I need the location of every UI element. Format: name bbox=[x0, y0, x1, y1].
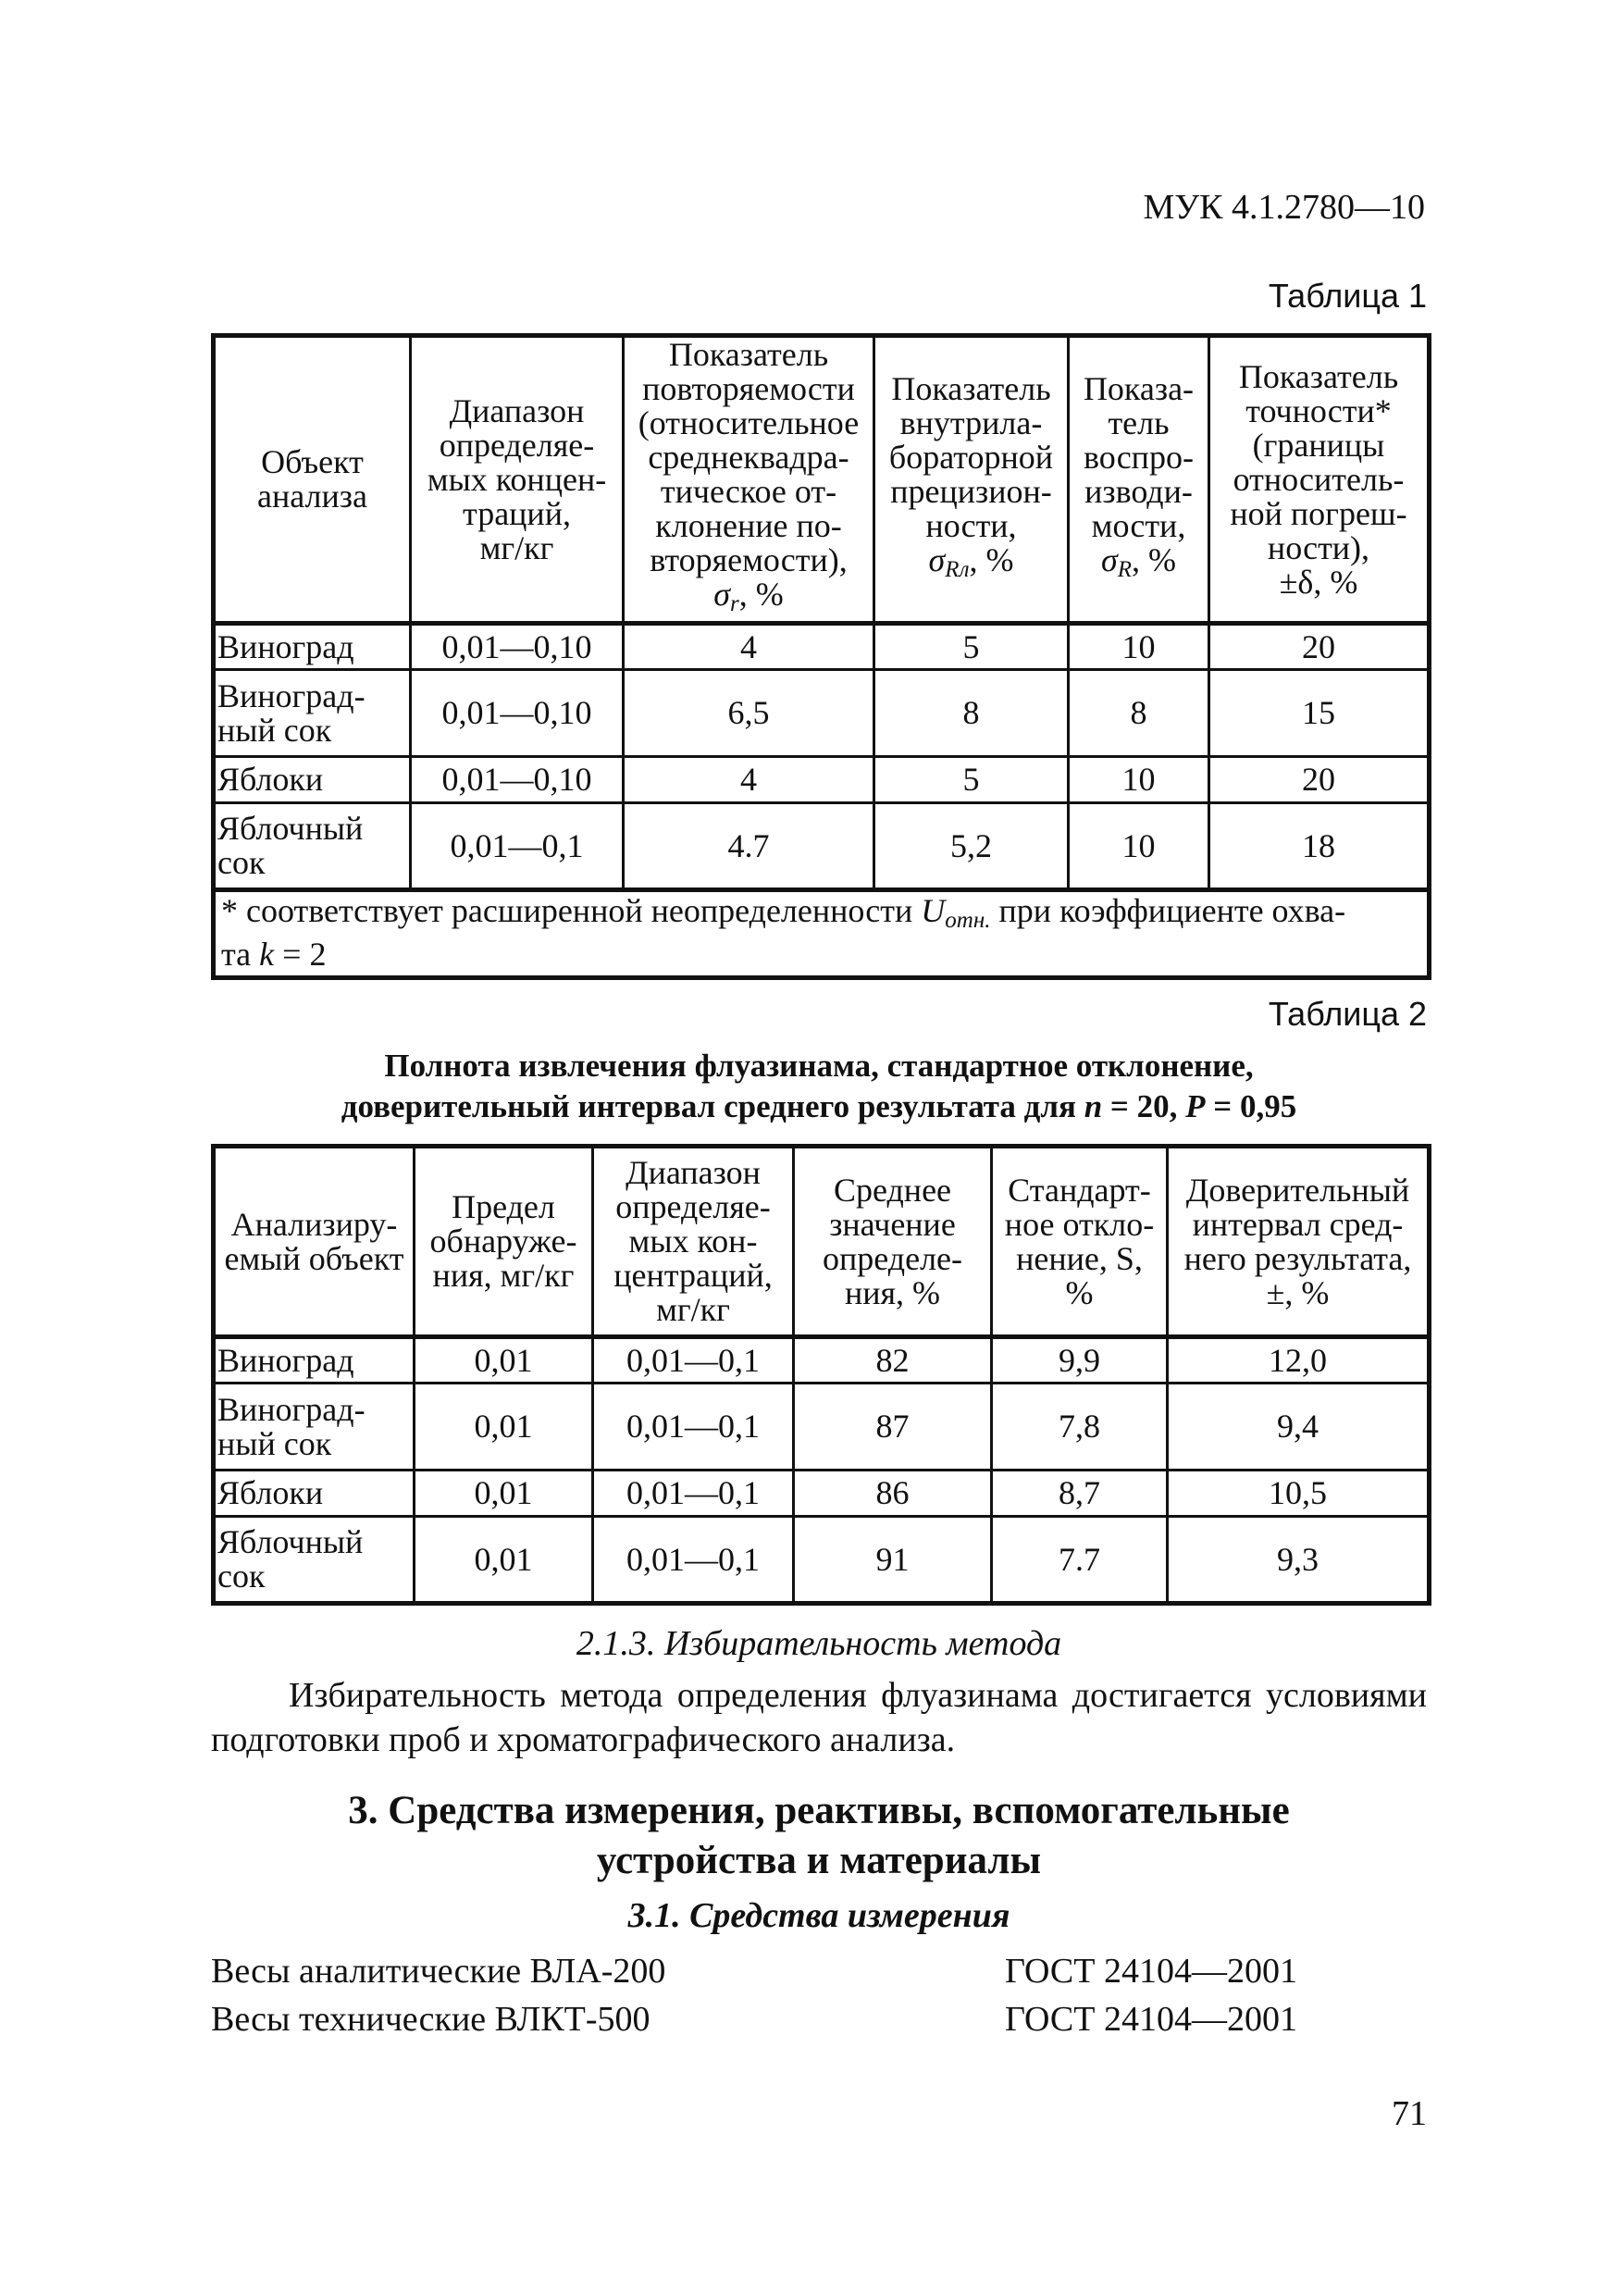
cell-line: Диапазон bbox=[626, 1154, 761, 1191]
cell-line: ности), bbox=[1267, 528, 1370, 566]
table2-row bbox=[214, 1471, 1430, 1517]
table2-value-cell: 0,01 bbox=[415, 1337, 593, 1384]
sigma-rl-symbol: $\sigma_{Rл}$, % bbox=[928, 541, 1014, 582]
table1-header-cell bbox=[624, 336, 874, 624]
cell-line: значение bbox=[829, 1205, 956, 1243]
cell-line: изводи- bbox=[1084, 473, 1193, 510]
cell-line: ной погреш- bbox=[1230, 494, 1407, 532]
sigma-r-symbol: $\sigma_r$, % bbox=[713, 576, 784, 616]
cell-line: Анализиру- bbox=[230, 1205, 398, 1243]
table1-value-cell: 10 bbox=[1069, 803, 1209, 890]
table2-header-cell bbox=[992, 1147, 1168, 1337]
table1-body bbox=[214, 624, 1430, 890]
cell-line: (границы bbox=[1252, 426, 1385, 464]
cell-line: внутрила- bbox=[899, 404, 1043, 441]
cell-line: Яблоки bbox=[217, 761, 324, 798]
table1-footnote: * соответствует расширенной неопределенности $U_{отн.}$ при коэффициенте охва- та k = 2 bbox=[214, 890, 1430, 978]
cell-line: ный сок bbox=[217, 1424, 332, 1462]
table1-footnote-row bbox=[214, 890, 1430, 978]
cell-line: Показатель bbox=[1238, 357, 1399, 395]
cell-line: ности, bbox=[925, 507, 1017, 544]
section-2-1-3-text: Избирательность метода определения флуазинама достигается условиями подготовки проб и хроматографического анализа. bbox=[211, 1676, 1427, 1759]
table1-value-cell: 15 bbox=[1209, 670, 1430, 757]
table2-value-cell: 7,8 bbox=[992, 1384, 1168, 1471]
cell-line: интервал сред- bbox=[1192, 1205, 1404, 1243]
table1-value-cell: 5 bbox=[874, 624, 1069, 670]
table1-row bbox=[214, 757, 1430, 803]
table1-value-cell: 5 bbox=[874, 757, 1069, 803]
table2-value-cell: 87 bbox=[794, 1384, 992, 1471]
cell-line: воспро- bbox=[1084, 439, 1194, 476]
table1-object-cell bbox=[214, 670, 411, 757]
cell-line: Предел bbox=[452, 1188, 555, 1225]
table2-header-cell bbox=[415, 1147, 593, 1337]
table2-object-cell bbox=[214, 1384, 415, 1471]
table1-row bbox=[214, 624, 1430, 670]
table2-value-cell: 0,01 bbox=[415, 1384, 593, 1471]
cell-line: траций, bbox=[463, 494, 571, 532]
table1-value-cell: 18 bbox=[1209, 803, 1430, 890]
table1-object-cell bbox=[214, 624, 411, 670]
cell-line: определяе- bbox=[615, 1188, 771, 1225]
table2-value-cell: 0,01—0,1 bbox=[593, 1517, 794, 1604]
cell-line: вторяемости), bbox=[650, 541, 848, 578]
cell-line: тель bbox=[1108, 404, 1170, 441]
equipment-standard: ГОСТ 24104—2001 bbox=[1005, 2000, 1297, 2039]
table1-value-cell: 0,01—0,10 bbox=[411, 757, 624, 803]
table1-value-cell: 4 bbox=[624, 757, 874, 803]
document-code: МУК 4.1.2780—10 bbox=[1143, 188, 1425, 227]
cell-line: относитель- bbox=[1233, 460, 1405, 498]
table2-value-cell: 91 bbox=[794, 1517, 992, 1604]
cell-line: мых кон- bbox=[628, 1222, 758, 1260]
section-3-title: 3. Средства измерения, реактивы, вспомогательные устройства и материалы bbox=[348, 1789, 1290, 1882]
table2-header-cell bbox=[593, 1147, 794, 1337]
cell-line: сок bbox=[217, 844, 266, 881]
table1-value-cell: 8 bbox=[1069, 670, 1209, 757]
cell-line: % bbox=[1065, 1273, 1094, 1311]
table1-value-cell: 10 bbox=[1069, 757, 1209, 803]
cell-line: мых концен- bbox=[427, 460, 607, 498]
page-number: 71 bbox=[1392, 2094, 1427, 2133]
equipment-name: Весы технические ВЛКТ-500 bbox=[211, 2000, 650, 2039]
cell-line: Яблоки bbox=[217, 1474, 324, 1511]
table2-value-cell: 9,9 bbox=[992, 1337, 1168, 1384]
table2-header-cell bbox=[214, 1147, 415, 1337]
equipment-name: Весы аналитические ВЛА-200 bbox=[211, 1952, 666, 1991]
cell-line: мг/кг bbox=[479, 528, 554, 566]
table2-value-cell: 0,01—0,1 bbox=[593, 1384, 794, 1471]
cell-line: среднеквадра- bbox=[648, 439, 849, 476]
cell-line: Стандарт- bbox=[1008, 1171, 1151, 1209]
section-3-1-title: 3.1. Средства измерения bbox=[627, 1896, 1010, 1935]
cell-line: ния, % bbox=[844, 1273, 941, 1311]
table1 bbox=[211, 333, 1431, 980]
cell-line: мости, bbox=[1091, 507, 1186, 544]
table1-object-cell bbox=[214, 757, 411, 803]
table1-value-cell: 20 bbox=[1209, 757, 1430, 803]
cell-line: Показатель bbox=[668, 336, 829, 373]
cell-line: нение, S, bbox=[1016, 1239, 1143, 1277]
table1-header-cell bbox=[1069, 336, 1209, 624]
table2-title: Полнота извлечения флуазинама, стандартное отклонение, доверительный интервал среднего результата для n = 20, P = 0,95 bbox=[341, 1048, 1297, 1124]
table1-value-cell: 5,2 bbox=[874, 803, 1069, 890]
cell-line: Объект bbox=[261, 443, 364, 480]
cell-line: ный сок bbox=[217, 711, 332, 749]
cell-line: ное откло- bbox=[1004, 1205, 1155, 1243]
table2-value-cell: 0,01—0,1 bbox=[593, 1337, 794, 1384]
table2-header-cell bbox=[794, 1147, 992, 1337]
table1-value-cell: 4.7 bbox=[624, 803, 874, 890]
cell-line: точности* bbox=[1245, 391, 1392, 429]
table2-object-cell bbox=[214, 1471, 415, 1517]
cell-line: повторяемости bbox=[642, 370, 855, 407]
table2-value-cell: 12,0 bbox=[1168, 1337, 1430, 1384]
cell-line: ±δ, % bbox=[1279, 563, 1358, 601]
cell-line: Виноград- bbox=[217, 1390, 365, 1428]
cell-line: Диапазон bbox=[449, 391, 585, 429]
cell-line: Показатель bbox=[891, 370, 1051, 407]
cell-line: бораторной bbox=[888, 439, 1054, 476]
table1-value-cell: 8 bbox=[874, 670, 1069, 757]
equipment-standard: ГОСТ 24104—2001 bbox=[1005, 1952, 1297, 1991]
cell-line: Виноград- bbox=[217, 676, 365, 714]
table1-value-cell: 0,01—0,1 bbox=[411, 803, 624, 890]
section-2-1-3-title: 2.1.3. Избирательность метода bbox=[576, 1624, 1062, 1663]
table1-value-cell: 0,01—0,10 bbox=[411, 670, 624, 757]
cell-line: тическое от- bbox=[660, 473, 837, 510]
table2 bbox=[211, 1144, 1431, 1606]
cell-line: клонение по- bbox=[655, 507, 842, 544]
table1-object-cell bbox=[214, 803, 411, 890]
table2-header-row bbox=[214, 1147, 1430, 1337]
table1-header-cell bbox=[214, 336, 411, 624]
table2-row bbox=[214, 1337, 1430, 1384]
cell-line: обнаруже- bbox=[429, 1222, 577, 1260]
cell-line: Яблочный bbox=[217, 810, 364, 847]
table2-value-cell: 9,4 bbox=[1168, 1384, 1430, 1471]
table2-value-cell: 8,7 bbox=[992, 1471, 1168, 1517]
cell-line: определяе- bbox=[439, 426, 595, 464]
table1-header-cell bbox=[411, 336, 624, 624]
table1-row bbox=[214, 670, 1430, 757]
table1-value-cell: 4 bbox=[624, 624, 874, 670]
table2-caption: Таблица 2 bbox=[1268, 995, 1427, 1033]
cell-line: Виноград bbox=[217, 1341, 354, 1379]
table2-object-cell bbox=[214, 1337, 415, 1384]
cell-line: него результата, bbox=[1183, 1239, 1412, 1277]
cell-line: Яблочный bbox=[217, 1523, 364, 1560]
table1-value-cell: 0,01—0,10 bbox=[411, 624, 624, 670]
table2-value-cell: 9,3 bbox=[1168, 1517, 1430, 1604]
cell-line: Доверительный bbox=[1185, 1171, 1410, 1209]
cell-line: центраций, bbox=[613, 1257, 773, 1294]
cell-line: емый объект bbox=[224, 1239, 404, 1277]
cell-line: Показа- bbox=[1083, 370, 1195, 407]
table2-value-cell: 86 bbox=[794, 1471, 992, 1517]
table2-value-cell: 0,01 bbox=[415, 1517, 593, 1604]
sigma-R-symbol: $\sigma_R$, % bbox=[1100, 541, 1177, 582]
cell-line: сок bbox=[217, 1558, 266, 1595]
table2-header-cell bbox=[1168, 1147, 1430, 1337]
cell-line: ния, мг/кг bbox=[432, 1257, 575, 1294]
table2-object-cell bbox=[214, 1517, 415, 1604]
cell-line: (относительное bbox=[638, 404, 860, 441]
table2-value-cell: 0,01—0,1 bbox=[593, 1471, 794, 1517]
table2-row bbox=[214, 1384, 1430, 1471]
cell-line: Виноград bbox=[217, 627, 354, 665]
table1-header-row bbox=[214, 336, 1430, 624]
table2-row bbox=[214, 1517, 1430, 1604]
cell-line: Среднее bbox=[833, 1171, 952, 1209]
table1-value-cell: 10 bbox=[1069, 624, 1209, 670]
cell-line: ±, % bbox=[1266, 1273, 1330, 1311]
table2-body bbox=[214, 1337, 1430, 1604]
cell-line: определе- bbox=[823, 1239, 962, 1277]
table1-header-cell bbox=[874, 336, 1069, 624]
table2-value-cell: 7.7 bbox=[992, 1517, 1168, 1604]
table2-value-cell: 0,01 bbox=[415, 1471, 593, 1517]
table1-value-cell: 20 bbox=[1209, 624, 1430, 670]
cell-line: прецизион- bbox=[890, 473, 1052, 510]
table2-value-cell: 10,5 bbox=[1168, 1471, 1430, 1517]
cell-line: анализа bbox=[257, 478, 367, 515]
table1-caption: Таблица 1 bbox=[1268, 277, 1427, 315]
table2-value-cell: 82 bbox=[794, 1337, 992, 1384]
table1-header-cell bbox=[1209, 336, 1430, 624]
cell-line: мг/кг bbox=[656, 1291, 730, 1328]
table1-value-cell: 6,5 bbox=[624, 670, 874, 757]
table1-row bbox=[214, 803, 1430, 890]
